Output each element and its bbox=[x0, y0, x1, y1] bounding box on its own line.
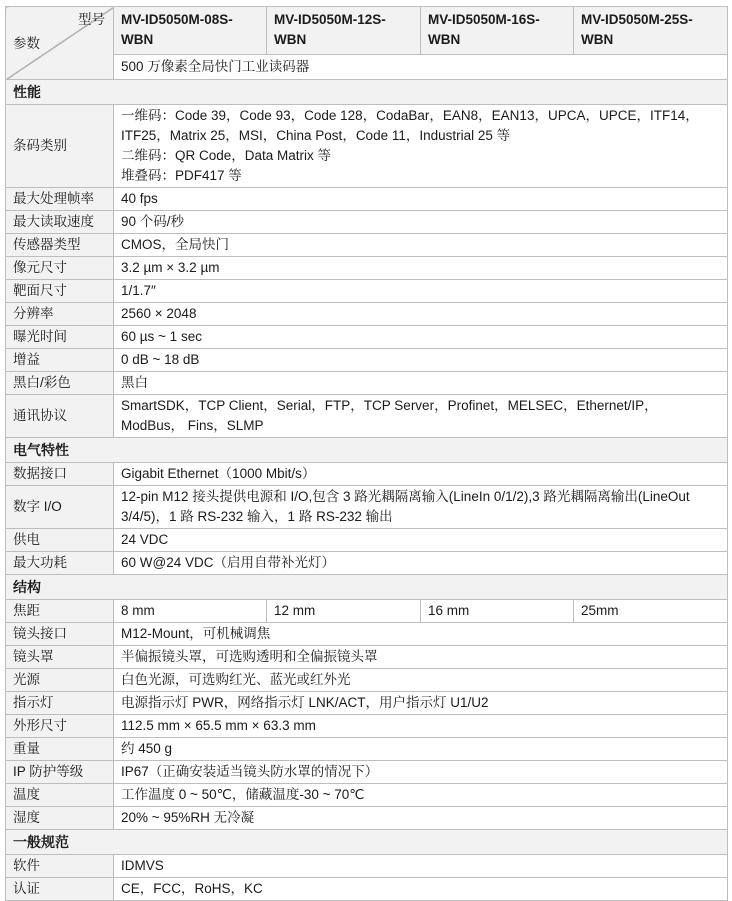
spec-table bbox=[5, 6, 728, 901]
row-label: 增益 bbox=[6, 349, 114, 372]
section-structure bbox=[6, 575, 728, 600]
table-row bbox=[6, 395, 728, 438]
row-value: 黑白 bbox=[114, 372, 728, 395]
row-value: IDMVS bbox=[114, 855, 728, 878]
row-label: 认证 bbox=[6, 878, 114, 901]
row-value: 电源指示灯 PWR，网络指示灯 LNK/ACT，用户指示灯 U1/U2 bbox=[114, 692, 728, 715]
row-value: CE，FCC，RoHS，KC bbox=[114, 878, 728, 901]
focal-length-2: 12 mm bbox=[267, 600, 421, 623]
subtitle-row bbox=[6, 54, 728, 79]
row-value: CMOS，全局快门 bbox=[114, 234, 728, 257]
model-name-1: MV-ID5050M-08S-WBN bbox=[114, 7, 267, 55]
table-row bbox=[6, 372, 728, 395]
table-row bbox=[6, 552, 728, 575]
row-label: 数据接口 bbox=[6, 463, 114, 486]
barcode-1d-line: 一维码：Code 39，Code 93，Code 128，CodaBar，EAN8，EAN13，UPCA，UPCE，ITF14，ITF25，Matrix 25，MSI，China Post，Code 11，Industrial 25 等 bbox=[121, 108, 699, 143]
table-row bbox=[6, 715, 728, 738]
corner-model-label: 型号 bbox=[78, 12, 105, 27]
row-label: 镜头罩 bbox=[6, 646, 114, 669]
table-row bbox=[6, 646, 728, 669]
row-value bbox=[114, 105, 728, 188]
table-row bbox=[6, 105, 728, 188]
product-subtitle: 500 万像素全局快门工业读码器 bbox=[114, 54, 728, 79]
section-general bbox=[6, 830, 728, 855]
table-row bbox=[6, 669, 728, 692]
row-value: IP67（正确安装适当镜头防水罩的情况下） bbox=[114, 761, 728, 784]
barcode-stacked-line: 堆叠码：PDF417 等 bbox=[121, 168, 242, 183]
row-label: 镜头接口 bbox=[6, 623, 114, 646]
row-label: 光源 bbox=[6, 669, 114, 692]
row-label: 数字 I/O bbox=[6, 486, 114, 529]
row-label: 最大处理帧率 bbox=[6, 188, 114, 211]
row-label: 软件 bbox=[6, 855, 114, 878]
focal-length-1: 8 mm bbox=[114, 600, 267, 623]
corner-cell bbox=[6, 7, 114, 80]
focal-length-4: 25mm bbox=[574, 600, 728, 623]
row-value: 24 VDC bbox=[114, 529, 728, 552]
row-value: 约 450 g bbox=[114, 738, 728, 761]
row-value: SmartSDK，TCP Client，Serial，FTP，TCP Server，Profinet，MELSEC，Ethernet/IP，ModBus， Fins，SLMP bbox=[114, 395, 728, 438]
row-value: 60 µs ~ 1 sec bbox=[114, 326, 728, 349]
row-value: 12-pin M12 接头提供电源和 I/O,包含 3 路光耦隔离输入(LineIn 0/1/2),3 路光耦隔离输出(LineOut 3/4/5)，1 路 RS-232 输入，1 路 RS-232 输出 bbox=[114, 486, 728, 529]
table-row bbox=[6, 878, 728, 901]
row-value: 工作温度 0 ~ 50℃，储藏温度-30 ~ 70℃ bbox=[114, 784, 728, 807]
row-value: 半偏振镜头罩，可选购透明和全偏振镜头罩 bbox=[114, 646, 728, 669]
section-title: 结构 bbox=[6, 575, 728, 600]
table-row bbox=[6, 257, 728, 280]
focal-length-3: 16 mm bbox=[421, 600, 574, 623]
table-row bbox=[6, 738, 728, 761]
table-row bbox=[6, 188, 728, 211]
row-value: 60 W@24 VDC（启用自带补光灯） bbox=[114, 552, 728, 575]
table-row bbox=[6, 234, 728, 257]
model-header-row bbox=[6, 7, 728, 55]
row-value: 白色光源，可选购红光、蓝光或红外光 bbox=[114, 669, 728, 692]
row-label: 焦距 bbox=[6, 600, 114, 623]
row-value: 90 个码/秒 bbox=[114, 211, 728, 234]
row-label: 分辨率 bbox=[6, 303, 114, 326]
table-row bbox=[6, 463, 728, 486]
table-row bbox=[6, 855, 728, 878]
section-title: 电气特性 bbox=[6, 438, 728, 463]
row-label: 最大功耗 bbox=[6, 552, 114, 575]
corner-param-label: 参数 bbox=[13, 36, 40, 51]
table-row bbox=[6, 600, 728, 623]
row-label: 外形尺寸 bbox=[6, 715, 114, 738]
row-label: 像元尺寸 bbox=[6, 257, 114, 280]
row-value: 1/1.7″ bbox=[114, 280, 728, 303]
table-row bbox=[6, 280, 728, 303]
table-row bbox=[6, 529, 728, 552]
row-value: Gigabit Ethernet（1000 Mbit/s） bbox=[114, 463, 728, 486]
row-value: M12-Mount，可机械调焦 bbox=[114, 623, 728, 646]
table-row bbox=[6, 326, 728, 349]
table-row bbox=[6, 486, 728, 529]
row-label: 条码类别 bbox=[6, 105, 114, 188]
row-label: 曝光时间 bbox=[6, 326, 114, 349]
row-label: 通讯协议 bbox=[6, 395, 114, 438]
table-row bbox=[6, 211, 728, 234]
table-row bbox=[6, 303, 728, 326]
section-title: 性能 bbox=[6, 80, 728, 105]
row-value: 40 fps bbox=[114, 188, 728, 211]
section-electrical bbox=[6, 438, 728, 463]
section-performance bbox=[6, 80, 728, 105]
row-value: 0 dB ~ 18 dB bbox=[114, 349, 728, 372]
row-value: 20% ~ 95%RH 无冷凝 bbox=[114, 807, 728, 830]
row-label: 靶面尺寸 bbox=[6, 280, 114, 303]
row-value: 3.2 µm × 3.2 µm bbox=[114, 257, 728, 280]
model-name-4: MV-ID5050M-25S-WBN bbox=[574, 7, 728, 55]
model-name-2: MV-ID5050M-12S-WBN bbox=[267, 7, 421, 55]
row-label: 温度 bbox=[6, 784, 114, 807]
row-label: 指示灯 bbox=[6, 692, 114, 715]
section-title: 一般规范 bbox=[6, 830, 728, 855]
model-name-3: MV-ID5050M-16S-WBN bbox=[421, 7, 574, 55]
row-value: 112.5 mm × 65.5 mm × 63.3 mm bbox=[114, 715, 728, 738]
row-label: 湿度 bbox=[6, 807, 114, 830]
row-label: 传感器类型 bbox=[6, 234, 114, 257]
table-row bbox=[6, 623, 728, 646]
table-row bbox=[6, 761, 728, 784]
table-row bbox=[6, 784, 728, 807]
table-row bbox=[6, 807, 728, 830]
table-row bbox=[6, 692, 728, 715]
row-label: 供电 bbox=[6, 529, 114, 552]
barcode-2d-line: 二维码：QR Code，Data Matrix 等 bbox=[121, 148, 332, 163]
row-label: 黑白/彩色 bbox=[6, 372, 114, 395]
row-label: IP 防护等级 bbox=[6, 761, 114, 784]
row-label: 重量 bbox=[6, 738, 114, 761]
table-row bbox=[6, 349, 728, 372]
row-label: 最大读取速度 bbox=[6, 211, 114, 234]
row-value: 2560 × 2048 bbox=[114, 303, 728, 326]
